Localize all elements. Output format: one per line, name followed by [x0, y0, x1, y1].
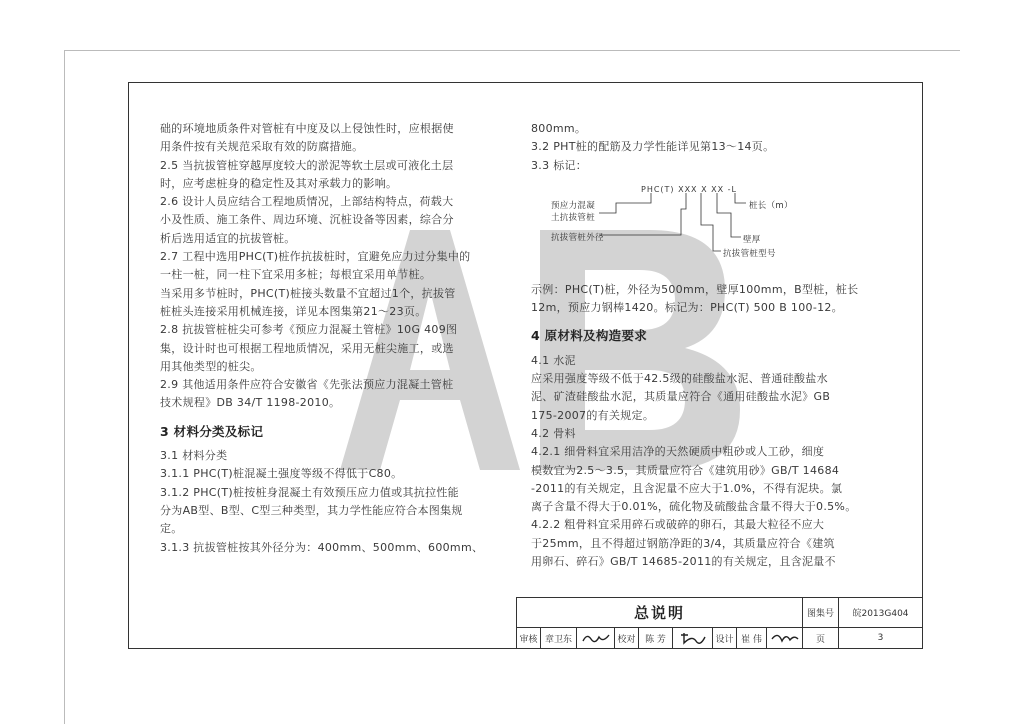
drawing-title: 总说明	[517, 598, 803, 627]
text-line: 4.2.2 粗骨料宜采用碎石或破碎的卵石，其最大粒径不应大	[531, 518, 825, 532]
check-signature	[673, 628, 713, 648]
check-name: 陈 芳	[639, 628, 673, 648]
page-number: 3	[877, 633, 884, 643]
design-name: 崔 伟	[737, 628, 767, 648]
text-line: 技术规程》DB 34/T 1198-2010。	[160, 396, 341, 410]
left-border-line	[64, 50, 65, 724]
text-line: 时，应考虑桩身的稳定性及其对承载力的影响。	[160, 176, 398, 190]
signature-icon	[678, 631, 708, 645]
text-line: 示例：PHC(T)桩，外径为500mm，壁厚100mm，B型桩，桩长	[531, 282, 859, 296]
text-line: 分为AB型、B型、C型三种类型，其力学性能应符合本图集规	[160, 503, 463, 517]
review-label: 审核	[517, 628, 541, 648]
page-label: 页	[803, 628, 839, 648]
text-line: 小及性质、施工条件、周边环境、沉桩设备等因素，综合分	[160, 213, 454, 227]
text-line: 2.5 当抗拔管桩穿越厚度较大的淤泥等软土层或可液化土层	[160, 158, 454, 172]
text-line: 离子含量不得大于0.01%，硫化物及硫酸盐含量不得大于0.5%。	[531, 500, 857, 514]
text-line: 用卵石、碎石》GB/T 14685-2011的有关规定，且含泥量不	[531, 555, 836, 569]
text-line: 用其他类型的桩尖。	[160, 359, 262, 373]
text-line: 3.1 材料分类	[160, 449, 228, 463]
text-line: 3.1.3 抗拔管桩按其外径分为：400mm、500mm、600mm、	[160, 540, 484, 554]
text-line: 12m，预应力钢棒1420。标记为：PHC(T) 500 B 100-12。	[531, 301, 843, 315]
text-line: 析后选用适宜的抗拔管桩。	[160, 231, 296, 245]
text-line: 4.1 水泥	[531, 353, 576, 367]
atlas-number-label: 图集号	[803, 598, 839, 627]
left-text-column	[160, 120, 505, 557]
marking-code: PHC(T) XXX X XX -L	[641, 184, 737, 194]
review-name: 章卫东	[541, 628, 577, 648]
section-3-heading: 3 材料分类及标记	[160, 423, 264, 439]
review-signature	[577, 628, 615, 648]
text-line: 桩桩头连接采用机械连接，详见本图集第21～23页。	[160, 304, 427, 318]
text-line: 800mm。	[531, 122, 587, 135]
text-line: 3.2 PHT桩的配筋及力学性能详见第13～14页。	[531, 140, 775, 154]
signature-icon	[581, 631, 611, 645]
design-signature	[767, 628, 803, 648]
marking-diagram	[531, 179, 901, 277]
atlas-number: 皖2013G404	[852, 609, 909, 619]
text-line: 当采用多节桩时，PHC(T)桩接头数量不宜超过1个，抗拔管	[160, 286, 456, 300]
top-border-line	[64, 50, 960, 51]
section-4-heading: 4 原材料及构造要求	[531, 328, 648, 344]
label-name-1: 预应力混凝	[551, 200, 596, 211]
text-line: 一柱一桩，同一柱下宜采用多桩；每根宜采用单节桩。	[160, 268, 432, 282]
label-diameter: 抗拔管桩外径	[551, 232, 604, 243]
text-line: 175-2007的有关规定。	[531, 408, 655, 422]
label-pile-type: 抗拔管桩型号	[723, 248, 776, 259]
text-line: 4.2.1 细骨料宜采用洁净的天然硬质中粗砂或人工砂，细度	[531, 445, 825, 459]
label-pile-length: 桩长（m）	[749, 200, 793, 211]
label-name-2: 土抗拔管桩	[551, 212, 596, 223]
text-line: 2.7 工程中选用PHC(T)桩作抗拔桩时，宜避免应力过分集中的	[160, 250, 471, 264]
text-line: 2.6 设计人员应结合工程地质情况，上部结构特点，荷载大	[160, 195, 454, 209]
text-line: 础的环境地质条件对管桩有中度及以上侵蚀性时，应根据使	[160, 122, 454, 135]
text-line: 3.1.1 PHC(T)桩混凝土强度等级不得低于C80。	[160, 467, 403, 481]
check-label: 校对	[615, 628, 639, 648]
label-wall-thickness: 壁厚	[743, 234, 761, 245]
text-line: 模数宜为2.5～3.5，其质量应符合《建筑用砂》GB/T 14684	[531, 463, 840, 477]
title-block-row-top	[517, 598, 922, 628]
text-line: 4.2 骨料	[531, 426, 576, 440]
text-line: 集，设计时也可根据工程地质情况，采用无桩尖施工，或选	[160, 341, 454, 355]
text-line: 2.8 抗拔管桩桩尖可参考《预应力混凝土管桩》10G 409图	[160, 323, 458, 337]
text-line: 2.9 其他适用条件应符合安徽省《先张法预应力混凝土管桩	[160, 378, 454, 392]
text-line: 泥、矿渣硅酸盐水泥，其质量应符合《通用硅酸盐水泥》GB	[531, 390, 831, 404]
design-label: 设计	[713, 628, 737, 648]
text-line: 定。	[160, 522, 183, 536]
title-block	[516, 597, 923, 649]
title-block-row-bottom	[517, 628, 922, 648]
text-line: -2011的有关规定，且含泥量不应大于1.0%，不得有泥块。氯	[531, 481, 843, 495]
text-line: 于25mm，且不得超过钢筋净距的3/4，其质量应符合《建筑	[531, 536, 835, 550]
right-text-column	[531, 120, 901, 571]
text-line: 应采用强度等级不低于42.5级的硅酸盐水泥、普通硅酸盐水	[531, 372, 828, 386]
text-line: 用条件按有关规范采取有效的防腐措施。	[160, 140, 364, 154]
signature-icon	[770, 631, 800, 645]
text-line: 3.3 标记：	[531, 158, 588, 172]
text-line: 3.1.2 PHC(T)桩按桩身混凝土有效预压应力值或其抗拉性能	[160, 485, 459, 499]
